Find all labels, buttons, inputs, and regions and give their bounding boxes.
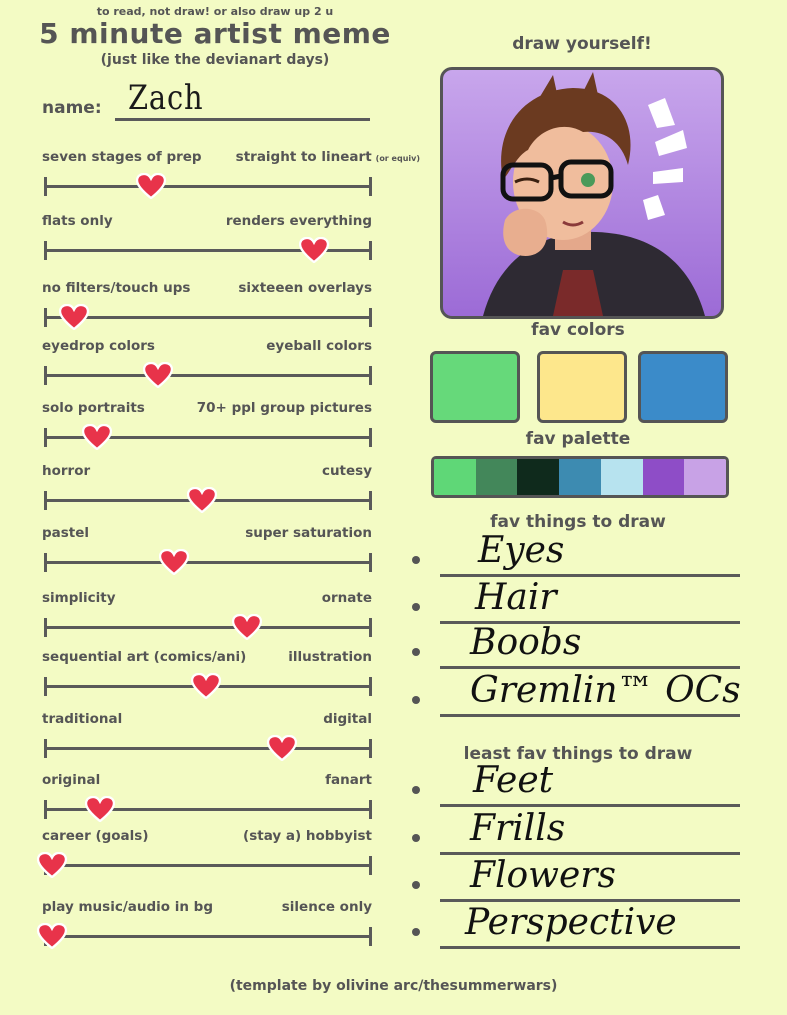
slider-tick-start — [44, 800, 47, 819]
slider-tick-start — [44, 177, 47, 196]
heart-icon[interactable] — [82, 424, 112, 450]
bullet-icon — [412, 834, 420, 842]
slider-tick-end — [369, 366, 372, 385]
slider-right-text: ornate — [321, 590, 372, 606]
slider-right-text: cutesy — [321, 463, 372, 479]
top-note: to read, not draw! or also draw up 2 u — [96, 5, 334, 18]
slider-right-label — [226, 213, 372, 229]
slider-left-label: no filters/touch ups — [42, 280, 191, 296]
list-item: Flowers — [470, 855, 616, 896]
slider-tick-end — [369, 856, 372, 875]
slider-tick-end — [369, 800, 372, 819]
slider-tick-start — [44, 428, 47, 447]
bullet-icon — [412, 603, 420, 611]
slider-left-label: career (goals) — [42, 828, 149, 844]
slider-left-label: simplicity — [42, 590, 116, 606]
slider-track[interactable] — [44, 316, 372, 319]
slider-right-text: 70+ ppl group pictures — [196, 400, 372, 416]
write-line — [440, 714, 740, 717]
fav-palette-strip — [431, 456, 729, 498]
heart-icon[interactable] — [267, 735, 297, 761]
least-fav-heading: least fav things to draw — [463, 744, 693, 764]
slider-left-label: seven stages of prep — [42, 149, 202, 165]
slider-right-note: (or equiv) — [375, 154, 420, 163]
heart-icon[interactable] — [136, 173, 166, 199]
slider-tick-end — [369, 308, 372, 327]
slider-left-label: horror — [42, 463, 91, 479]
slider-right-label — [322, 590, 372, 606]
slider-right-label — [288, 649, 372, 665]
slider-tick-start — [44, 618, 47, 637]
slider-right-label — [236, 149, 420, 165]
slider-track[interactable] — [44, 935, 372, 938]
heart-icon[interactable] — [187, 487, 217, 513]
slider-track[interactable] — [44, 561, 372, 564]
heart-icon[interactable] — [191, 673, 221, 699]
slider-tick-end — [369, 177, 372, 196]
slider-tick-end — [369, 491, 372, 510]
slider-tick-start — [44, 241, 47, 260]
slider-track[interactable] — [44, 185, 372, 188]
slider-right-text: (stay a) hobbyist — [243, 828, 372, 844]
slider-tick-end — [369, 739, 372, 758]
slider-tick-end — [369, 241, 372, 260]
slider-left-label: original — [42, 772, 101, 788]
slider-right-text: renders everything — [225, 213, 372, 229]
fav-things-heading: fav things to draw — [490, 512, 666, 532]
slider-track[interactable] — [44, 864, 372, 867]
heart-icon[interactable] — [299, 237, 329, 263]
name-label: name: — [42, 98, 102, 118]
palette-color — [601, 459, 643, 495]
slider-right-label — [238, 280, 372, 296]
heart-icon[interactable] — [232, 614, 262, 640]
slider-right-text: super saturation — [245, 525, 372, 541]
list-item: Perspective — [465, 902, 677, 943]
slider-right-text: digital — [323, 711, 372, 727]
slider-right-label — [325, 772, 372, 788]
draw-yourself-heading: draw yourself! — [512, 34, 652, 54]
bullet-icon — [412, 648, 420, 656]
slider-left-label: eyedrop colors — [42, 338, 155, 354]
bullet-icon — [412, 696, 420, 704]
slider-tick-end — [369, 553, 372, 572]
slider-right-text: straight to lineart — [235, 149, 372, 165]
slider-tick-end — [369, 927, 372, 946]
slider-tick-start — [44, 677, 47, 696]
heart-icon[interactable] — [159, 549, 189, 575]
slider-right-label — [245, 525, 372, 541]
slider-right-text: fanart — [325, 772, 372, 788]
bullet-icon — [412, 556, 420, 564]
slider-left-label: pastel — [42, 525, 90, 541]
heart-icon[interactable] — [85, 796, 115, 822]
list-item: Eyes — [478, 530, 565, 571]
page-subtitle: (just like the devianart days) — [100, 52, 330, 68]
slider-track[interactable] — [44, 374, 372, 377]
bullet-icon — [412, 786, 420, 794]
palette-color — [476, 459, 518, 495]
slider-tick-start — [44, 308, 47, 327]
name-underline — [115, 118, 370, 121]
slider-tick-end — [369, 428, 372, 447]
list-item: Feet — [473, 760, 554, 801]
slider-tick-start — [44, 366, 47, 385]
slider-left-label: sequential art (comics/ani) — [42, 649, 247, 665]
heart-icon[interactable] — [37, 852, 67, 878]
slider-right-text: eyeball colors — [266, 338, 372, 354]
heart-icon[interactable] — [37, 923, 67, 949]
slider-right-text: illustration — [288, 649, 372, 665]
slider-track[interactable] — [44, 626, 372, 629]
bullet-icon — [412, 928, 420, 936]
slider-right-label — [323, 711, 372, 727]
self-portrait — [440, 67, 724, 319]
slider-left-label: flats only — [42, 213, 113, 229]
bullet-icon — [412, 881, 420, 889]
portrait-illustration — [443, 70, 721, 316]
color-swatch — [430, 351, 520, 423]
color-swatch — [638, 351, 728, 423]
list-item: Hair — [475, 577, 557, 618]
write-line — [440, 666, 740, 669]
slider-tick-start — [44, 491, 47, 510]
name-value: Zach — [128, 78, 204, 118]
heart-icon[interactable] — [143, 362, 173, 388]
palette-color — [559, 459, 601, 495]
slider-right-text: silence only — [281, 899, 372, 915]
write-line — [440, 804, 740, 807]
slider-tick-end — [369, 677, 372, 696]
slider-left-label: play music/audio in bg — [42, 899, 214, 915]
slider-tick-start — [44, 739, 47, 758]
slider-right-label — [322, 463, 372, 479]
list-item: Gremlin™ OCs — [470, 670, 741, 711]
list-item: Boobs — [470, 622, 582, 663]
palette-color — [434, 459, 476, 495]
palette-color — [643, 459, 685, 495]
slider-right-label — [243, 828, 372, 844]
slider-right-label — [282, 899, 372, 915]
slider-right-label — [197, 400, 372, 416]
palette-color — [517, 459, 559, 495]
list-item: Frills — [470, 808, 566, 849]
slider-track[interactable] — [44, 747, 372, 750]
page-title: 5 minute artist meme — [39, 17, 391, 50]
slider-left-label: solo portraits — [42, 400, 145, 416]
heart-icon[interactable] — [59, 304, 89, 330]
write-line — [440, 946, 740, 949]
palette-color — [684, 459, 726, 495]
fav-palette-heading: fav palette — [525, 429, 631, 449]
fav-colors-heading: fav colors — [531, 320, 625, 340]
color-swatch — [537, 351, 627, 423]
slider-left-label: traditional — [42, 711, 123, 727]
slider-right-text: sixteeen overlays — [238, 280, 372, 296]
slider-right-label — [266, 338, 372, 354]
slider-tick-end — [369, 618, 372, 637]
slider-tick-start — [44, 553, 47, 572]
footer-credit: (template by olivine arc/thesummerwars) — [229, 978, 558, 994]
